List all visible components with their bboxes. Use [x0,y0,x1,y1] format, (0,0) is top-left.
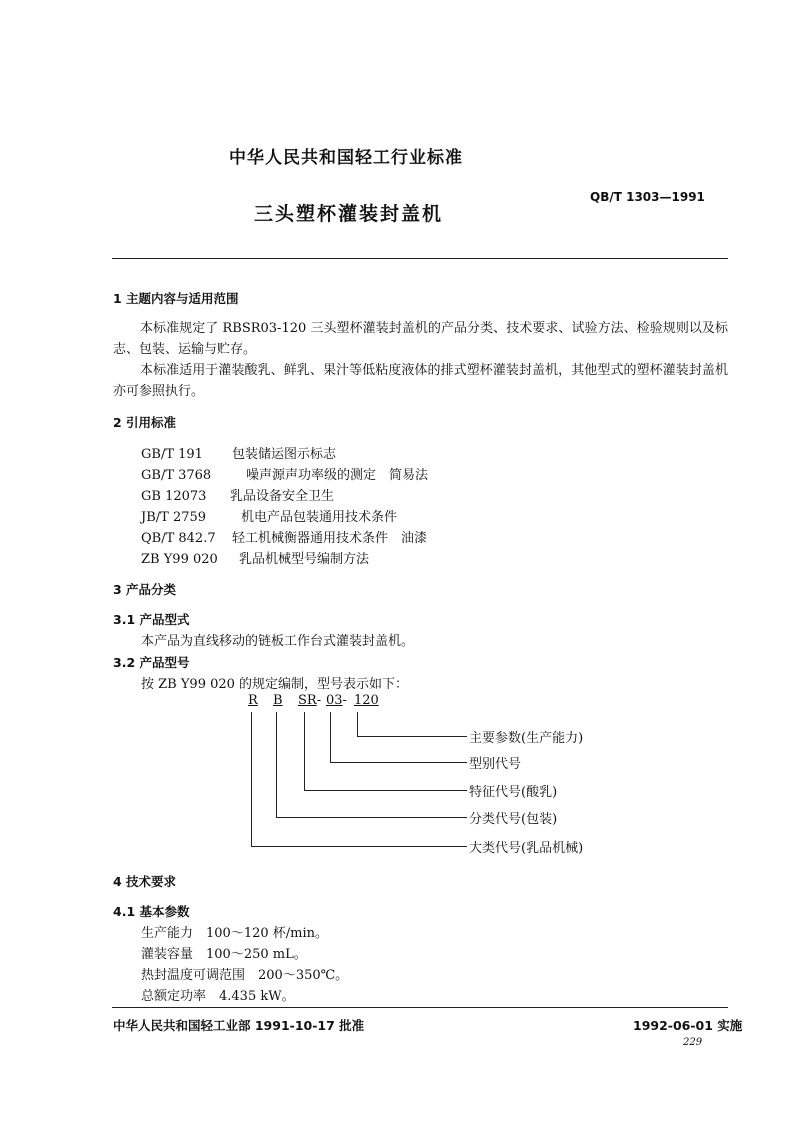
section-3-2-heading: 3.2 产品型号 [113,655,190,670]
page-number: 229 [683,1037,703,1048]
reference-name: 机电产品包装通用技术条件 [241,510,398,525]
leader-line [251,846,467,847]
model-label: 主要参数(生产能力) [469,731,584,746]
reference-code: GB/T 191 [141,447,203,462]
footer-rule [112,1007,728,1008]
reference-name: 噪声源声功率级的测定 简易法 [246,468,429,483]
reference-item [141,485,334,504]
reference-code: GB 12073 [141,489,207,504]
model-part-03: 03- [326,693,347,708]
section-4-heading: 4 技术要求 [113,874,177,889]
section-3-1-heading: 3.1 产品型式 [113,612,190,627]
section-1-paragraph-2: 本标准适用于灌装酸乳、鲜乳、果汁等低粘度液体的排式塑杯灌装封盖机，其他型式的塑杯灌装封盖机亦可参照执行。 [113,363,728,399]
reference-item [141,464,428,483]
section-3-2-text: 按 ZB Y99 020 的规定编制，型号表示如下： [141,677,409,692]
header-rule [112,258,728,259]
leader-line [276,712,277,817]
section-4-1-heading: 4.1 基本参数 [113,904,190,919]
reference-code: JB/T 2759 [141,510,207,525]
reference-item [141,506,397,525]
section-3-heading: 3 产品分类 [113,582,177,597]
leader-line [304,790,467,791]
reference-code: GB/T 3768 [141,468,212,483]
model-label: 特征代号(酸乳) [469,785,558,800]
leader-line [357,712,358,736]
document-title: 三头塑杯灌装封盖机 [254,203,444,225]
model-part-120: 120 [354,693,379,708]
approval-text: 中华人民共和国轻工业部 1991-10-17 批准 [113,1018,365,1033]
implementation-date: 1992-06-01 实施 [633,1018,743,1033]
reference-name: 轻工机械衡器通用技术条件 油漆 [232,531,428,546]
section-1-paragraph-1: 本标准规定了 RBSR03-120 三头塑杯灌装封盖机的产品分类、技术要求、试验方法、检验规则以及标志、包装、运输与贮存。 [113,321,728,357]
reference-name: 包装储运图示标志 [232,447,337,462]
reference-code: QB/T 842.7 [141,531,216,546]
leader-line [357,736,467,737]
reference-code: ZB Y99 020 [141,552,218,567]
leader-line [276,817,467,818]
reference-item [141,443,336,462]
model-label: 型别代号 [469,757,522,772]
parameter-item: 生产能力 100～120 杯/min。 [141,926,328,941]
reference-name: 乳品设备安全卫生 [230,489,335,504]
model-label: 分类代号(包装) [469,812,558,827]
parameter-item: 灌装容量 100～250 mL。 [141,947,307,962]
parameter-item: 总额定功率 4.435 kW。 [141,989,295,1004]
leader-line [330,762,467,763]
standard-code: QB/T 1303—1991 [590,190,705,204]
leader-line [251,712,252,846]
reference-item [141,548,369,567]
model-part-sr: SR- [298,693,322,708]
section-1-heading: 1 主题内容与适用范围 [113,291,239,306]
reference-name: 乳品机械型号编制方法 [239,552,370,567]
model-part-r: R [248,693,258,708]
leader-line [330,712,331,762]
section-3-1-text: 本产品为直线移动的链板工作台式灌装封盖机。 [141,634,415,649]
ministry-title: 中华人民共和国轻工行业标准 [229,148,463,168]
model-diagram [240,690,620,860]
model-part-b: B [273,693,283,708]
reference-item [141,527,427,546]
model-label: 大类代号(乳品机械) [469,841,584,856]
section-2-heading: 2 引用标准 [113,415,177,430]
leader-line [304,712,305,790]
parameter-item: 热封温度可调范围 200～350℃。 [141,968,349,983]
